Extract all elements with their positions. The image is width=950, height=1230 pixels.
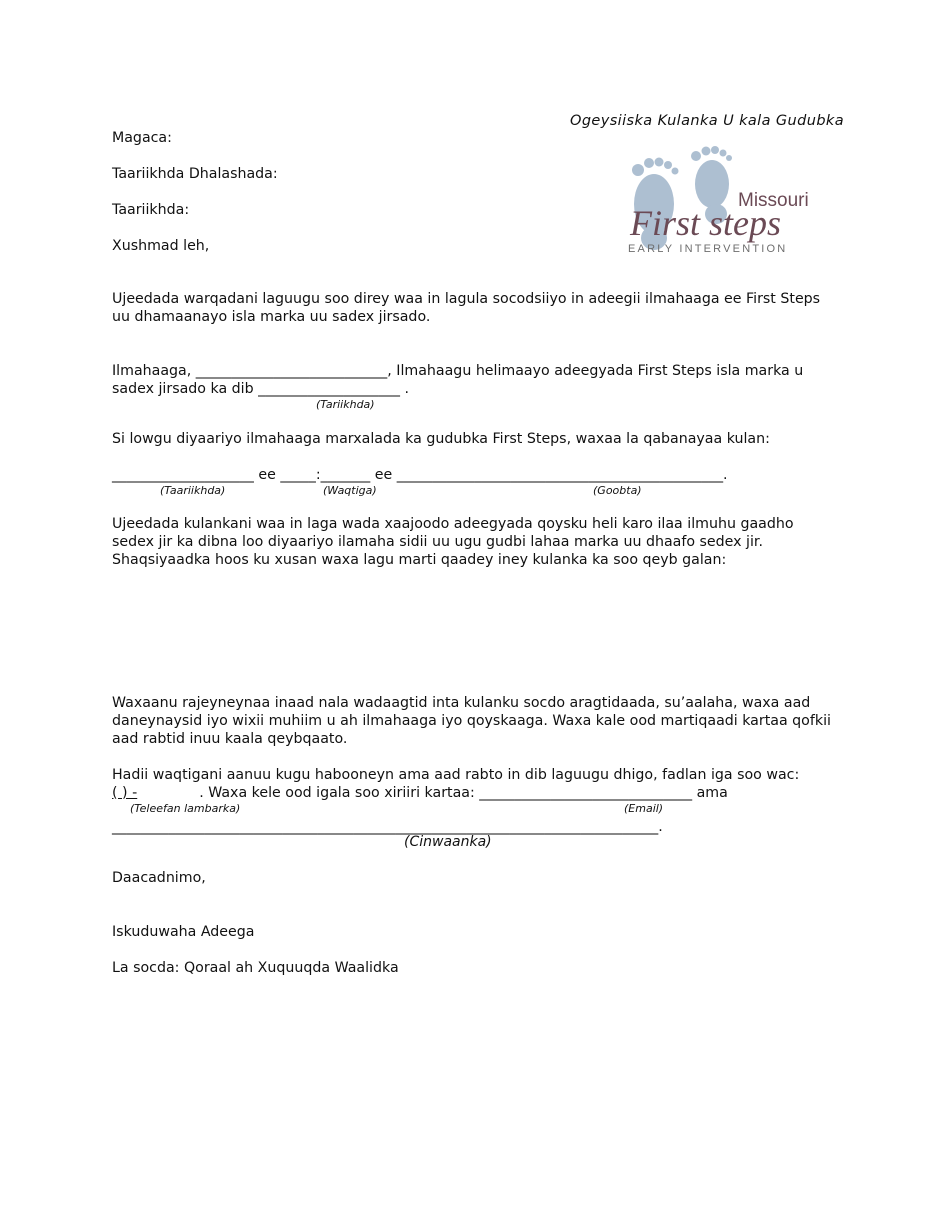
logo-name: First steps [630,203,782,243]
first-steps-logo [624,146,809,256]
name-field-label: Magaca: [112,130,172,146]
closing-thanks: Daacadnimo, [112,870,206,886]
meeting-intro: Si lowgu diyaariyo ilmahaaga marxalada ka gudubka First Steps, waxaa la qabanayaa kulan: [112,431,770,447]
address-line: _____________________________________________________________________________. [112,819,663,835]
meeting-details-line: ____________________ ee _____:_______ ee ______________________________________________. [112,467,728,483]
end-date-line: sadex jirsado ka dib ____________________ . [112,381,410,397]
email-blank-text: . Waxa kele ood igala soo xiriiri kartaa: ______________________________ ama [199,785,728,801]
logo-tagline: EARLY INTERVENTION [628,243,788,255]
intro-paragraph: Ujeedada warqadani laguugu soo direy waa in lagula socodsiiyo in adeegii ilmahaaga ee First Steps uu dhamaanayo isla marka uu sadex jirsado. [112,291,821,325]
purpose-paragraph: Ujeedada kulankani waa in laga wada xaajoodo adeegyada qoysku heli karo ilaa ilmuhu gaadho sedex jir ka dibna loo diyaariyo ilamaha sidii uu ugu gudbi lahaa marka uu dhaafo sedex jir. Shaqsiyaadka hoos ku xusan waxa lagu marti qaadey iney kulanka ka soo qeyb galan: [112,516,794,568]
dob-field-label: Taariikhda Dhalashada: [112,166,278,182]
meeting-place-caption: (Goobta) [593,484,642,497]
sharing-paragraph: Waxaanu rajeyneynaa inaad nala wadaagtid inta kulanku socdo aragtidaada, su’aalaha, waxa aad daneynaysid iyo wixii muhiim u ah ilmahaaga iyo qoyskaaga. Waxa kale ood martiqaadi kartaa qofkii aad rabtid inuu kaala qeybqaato. [112,695,831,747]
phone-blank: ( ) - [112,785,138,801]
document-title: Ogeysiiska Kulanka U kala Gudubka [570,113,845,129]
signer-title: Iskuduwaha Adeega [112,924,255,940]
logo-state: Missouri [738,190,809,211]
reschedule-text: Hadii waqtigani aanuu kugu habooneyn ama aad rabto in dib laguugu dhigo, fadlan iga soo wac: [112,767,800,783]
email-caption: (Email) [624,802,664,815]
address-caption: (Cinwaanka) [404,834,492,850]
date-field-label: Taariikhda: [112,202,190,218]
attachment-note: La socda: Qoraal ah Xuquuqda Waalidka [112,960,399,976]
phone-caption: (Teleefan lambarka) [130,802,241,815]
greeting: Xushmad leh, [112,238,210,254]
end-date-caption: (Tariikhda) [316,398,375,411]
meeting-time-caption: (Waqtiga) [323,484,377,497]
child-name-line: Ilmahaaga, ___________________________, Ilmahaagu helimaayo adeegyada First Steps isla marka u [112,363,804,379]
footprints-icon [624,146,809,256]
meeting-date-caption: (Taariikhda) [160,484,226,497]
